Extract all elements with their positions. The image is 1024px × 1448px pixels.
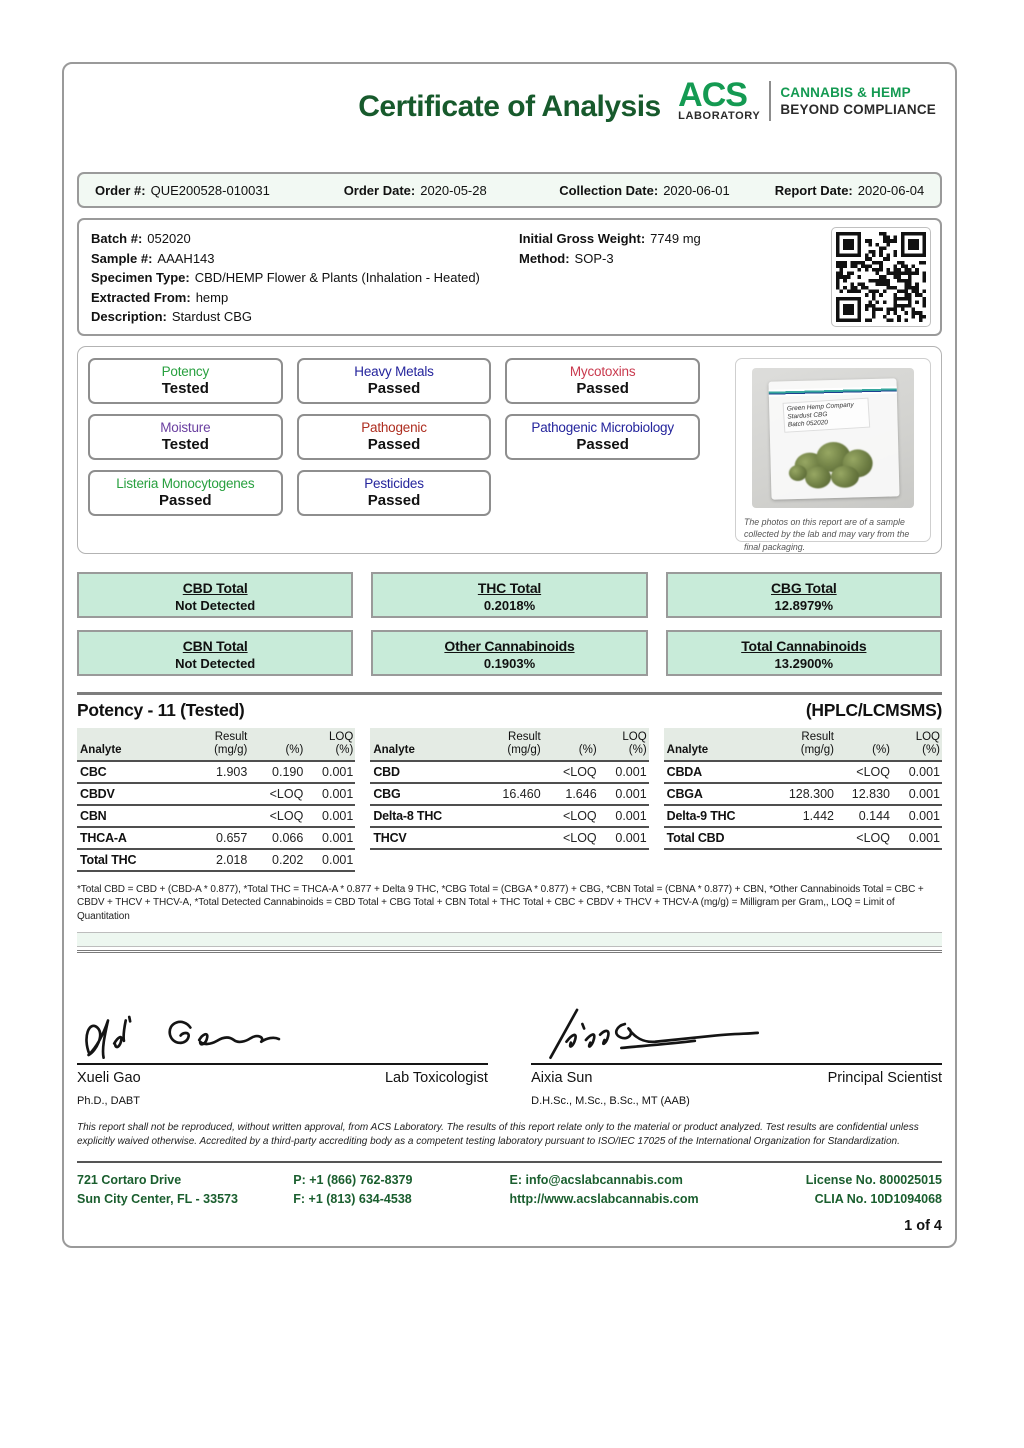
potency-method: (HPLC/LCMSMS) <box>805 700 942 720</box>
table-row: CBD <LOQ 0.001 <box>370 762 648 784</box>
test-chip-potency: Potency Tested <box>88 358 283 404</box>
order-date: Order Date: 2020-05-28 <box>343 182 487 198</box>
potency-table-2: Analyte Result (mg/g) (%) LOQ (%) CBD <LOQ 0.001 CBG 16.460 1.646 0.001 Delta-8 THC <LOQ 0.001 THCV <LOQ 0.001 <box>370 728 648 872</box>
header <box>77 72 942 150</box>
specimen-type: Specimen Type: CBD/HEMP Flower & Plants (Inhalation - Heated) <box>91 270 480 285</box>
footer-address: 721 Cortaro Drive Sun City Center, FL - 33573 <box>77 1172 238 1207</box>
photo-caption: The photos on this report are of a sample collected by the lab and may vary from the final packaging. <box>744 517 910 552</box>
total-cbd: CBD Total Not Detected <box>77 572 353 618</box>
sample-number: Sample #: AAAH143 <box>91 250 215 266</box>
test-chip-listeria-monocytogenes: Listeria Monocytogenes Passed <box>88 470 283 516</box>
cannabis-buds-graphic <box>788 437 885 491</box>
signatures <box>77 1001 942 1107</box>
bag-handwritten-label: Green Hemp Company Stardust CBG Batch 052020 <box>783 398 871 433</box>
logo-divider <box>769 81 771 121</box>
total-thc: THC Total 0.2018% <box>371 572 647 618</box>
table-row: Total CBD <LOQ 0.001 <box>664 828 942 850</box>
table-row: Total THC 2.018 0.202 0.001 <box>77 850 355 872</box>
cannabinoid-totals-grid <box>77 572 942 676</box>
page-number: 1 of 4 <box>904 1217 942 1234</box>
total-other-cannabinoids: Other Cannabinoids 0.1903% <box>371 630 647 676</box>
test-chip-moisture: Moisture Tested <box>88 414 283 460</box>
qr-code-image <box>831 227 931 327</box>
signer-name: Xueli Gao <box>77 1070 141 1087</box>
signer-credentials: D.H.Sc., M.Sc., B.Sc., MT (AAB) <box>531 1095 690 1108</box>
qr-code-svg <box>836 232 926 322</box>
test-chip-pesticides: Pesticides Passed <box>297 470 492 516</box>
test-status-grid <box>88 358 700 542</box>
signer-title: Lab Toxicologist <box>384 1070 488 1087</box>
footer-license-clia: License No. 800025015 CLIA No. 10D1094068 <box>805 1172 942 1207</box>
test-status-panel <box>77 346 942 554</box>
certificate-page <box>62 62 957 1248</box>
table-row: CBDV <LOQ 0.001 <box>77 784 355 806</box>
batch-number: Batch #: 052020 <box>91 231 191 246</box>
potency-tables <box>77 728 942 872</box>
footer-phone-fax: P: +1 (866) 762-8379 F: +1 (813) 634-4538 <box>293 1172 413 1207</box>
test-chip-mycotoxins: Mycotoxins Passed <box>505 358 700 404</box>
sample-info-right <box>519 229 701 268</box>
potency-section <box>77 692 942 953</box>
table-row: CBDA <LOQ 0.001 <box>664 762 942 784</box>
signature-xueli-gao <box>77 1001 488 1063</box>
table-row: Delta-8 THC <LOQ 0.001 <box>370 806 648 828</box>
signature-line <box>77 1063 488 1065</box>
signature-line <box>531 1063 942 1065</box>
legal-disclaimer: This report shall not be reproduced, without written approval, from ACS Laboratory. The results of this report relate only to the material or product analyzed. Test results are confidential unless explicitly waived otherwise. Accredited by a third-party accrediting body as a competent testing laboratory pursuant to ISO/IEC 17025 of the International Organization for Standardization. <box>77 1122 919 1147</box>
logo-tagline-top: CANNABIS & HEMP <box>780 85 911 100</box>
initial-gross-weight: Initial Gross Weight: 7749 mg <box>519 231 701 246</box>
test-chip-pathogenic: Pathogenic Passed <box>297 414 492 460</box>
logo-acs-text: ACS <box>678 76 747 114</box>
footer-contact-bar <box>77 1161 942 1210</box>
total-cannabinoids: Total Cannabinoids 13.2900% <box>666 630 942 676</box>
signer-title: Principal Scientist <box>827 1070 942 1087</box>
signer-name: Aixia Sun <box>531 1070 593 1087</box>
footer-email-website: E: info@acslabcannabis.com http://www.acslabcannabis.com <box>509 1172 699 1207</box>
description: Description: Stardust CBG <box>91 309 253 324</box>
signature-block-left <box>77 1001 488 1107</box>
page-title: Certificate of Analysis <box>358 90 661 123</box>
sample-info-left <box>91 229 928 327</box>
table-row: CBN <LOQ 0.001 <box>77 806 355 828</box>
signer-credentials: Ph.D., DABT <box>77 1095 140 1108</box>
table-row: CBGA 128.300 12.830 0.001 <box>664 784 942 806</box>
bag-zip-seal <box>769 386 897 396</box>
sample-photo <box>752 368 914 508</box>
sample-photo-card <box>735 358 931 552</box>
double-rule-divider <box>77 950 942 953</box>
logo-tagline-bottom: BEYOND COMPLIANCE <box>780 102 936 117</box>
table-row: CBC 1.903 0.190 0.001 <box>77 762 355 784</box>
divider-band <box>77 932 942 947</box>
test-chip-heavy-metals: Heavy Metals Passed <box>297 358 492 404</box>
order-number: Order #: QUE200528-010031 <box>95 182 270 198</box>
potency-section-title: Potency - 11 (Tested) <box>77 700 245 720</box>
order-info-bar <box>77 172 942 208</box>
sample-bag-graphic <box>768 378 899 499</box>
signature-block-right <box>531 1001 942 1107</box>
table-row: THCV <LOQ 0.001 <box>370 828 648 850</box>
total-cbn: CBN Total Not Detected <box>77 630 353 676</box>
logo-laboratory-text: LABORATORY <box>678 110 761 122</box>
collection-date: Collection Date: 2020-06-01 <box>559 182 730 198</box>
test-chip-pathogenic-microbiology: Pathogenic Microbiology Passed <box>505 414 700 460</box>
total-cbg: CBG Total 12.8979% <box>666 572 942 618</box>
table-row: CBG 16.460 1.646 0.001 <box>370 784 648 806</box>
potency-table-3: Analyte Result (mg/g) (%) LOQ (%) CBDA <LOQ 0.001 CBGA 128.300 12.830 0.001 Delta-9 THC 1.442 0.144 0.001 Total CBD <LOQ 0.001 <box>664 728 942 872</box>
calculation-footnote: *Total CBD = CBD + (CBD-A * 0.877), *Total THC = THCA-A * 0.877 + Delta 9 THC, *CBG Total = (CBGA * 0.877) + CBG, *CBN Total = (CBNA * 0.877) + CBN, *Other Cannabinoids Total = CBC + CBDV + THCV + THCV-A, *Total Detected Cannabinoids = CBD Total + CBG Total + CBN Total + THC Total + CBC + CBDV + THCV + THCV-A (mg/g) = Milligram per Gram,, LOQ = Limit of Quantitation <box>77 884 924 922</box>
signature-aixia-sun <box>531 1001 942 1063</box>
sample-info-box <box>77 218 942 336</box>
table-row: Delta-9 THC 1.442 0.144 0.001 <box>664 806 942 828</box>
potency-table-1: Analyte Result (mg/g) (%) LOQ (%) CBC 1.903 0.190 0.001 CBDV <LOQ 0.001 CBN <LOQ 0.001 THCA-A 0.657 0.066 0.001 Total THC 2.018 0.202 0.001 <box>77 728 355 872</box>
method: Method: SOP-3 <box>519 250 614 266</box>
extracted-from: Extracted From: hemp <box>91 289 229 305</box>
table-row: THCA-A 0.657 0.066 0.001 <box>77 828 355 850</box>
acs-laboratory-logo <box>678 76 936 122</box>
report-date: Report Date: 2020-06-04 <box>774 182 925 198</box>
